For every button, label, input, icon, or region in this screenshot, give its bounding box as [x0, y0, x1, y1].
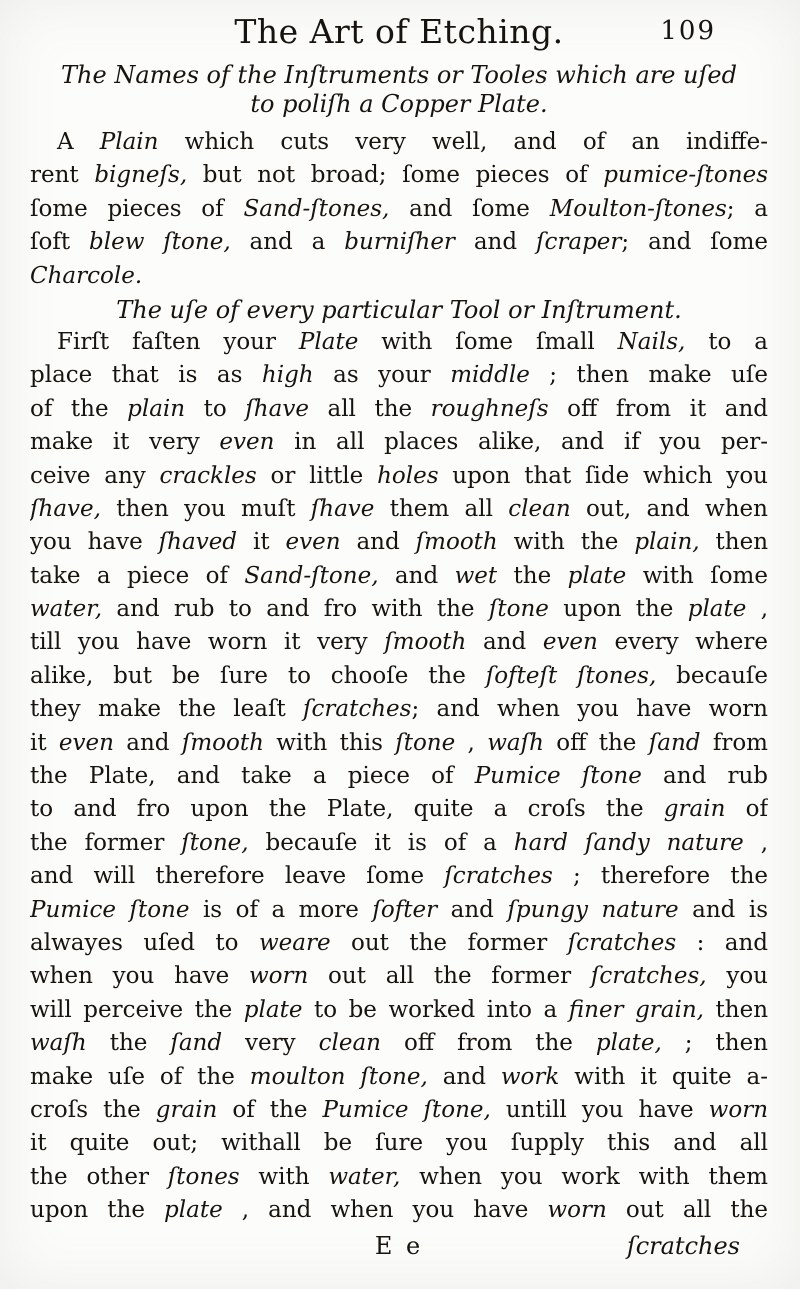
text-line: waſh the ſand very clean off from the plate, ; then [30, 1030, 768, 1057]
text-line: till you have worn it very ſmooth and even every where [30, 629, 768, 656]
text-line: the former ſtone, becauſe it is of a hard ſandy nature , [30, 829, 768, 856]
text-line: A Plain which cuts very well, and of an indiffe- [57, 129, 768, 155]
text-line: Pumice ſtone is of a more ſofter and ſpungy nature and is [30, 896, 768, 923]
page-header [30, 10, 768, 54]
text-line: it even and ſmooth with this ſtone , waſh off the ſand from [30, 729, 768, 756]
text-line: make it very even in all places alike, and if you per- [30, 429, 768, 456]
text-line: place that is as high as your middle ; then make uſe [30, 362, 768, 389]
text-line: when you have worn out all the former ſcratches, you [30, 963, 768, 990]
text-line: rent bigneſs, but not broad; ſome pieces of pumice-ſtones [30, 162, 768, 189]
text-line: upon the plate , and when you have worn out all the [30, 1197, 768, 1224]
text-line: to and fro upon the Plate, quite a croſs the grain of [30, 796, 768, 823]
text-line: ſhave, then you muſt ſhave them all clean out, and when [30, 495, 768, 522]
text-line: you have ſhaved it even and ſmooth with the plain, then [30, 529, 768, 556]
text-line: to poliſh a Copper Plate. [250, 90, 548, 118]
text-line: it quite out; withall be ſure you ſupply this and all [30, 1130, 768, 1157]
section-heading-tool-use: The uſe of every particular Tool or Inſtrument. [116, 295, 682, 324]
running-title: The Art of Etching. [234, 12, 564, 51]
text-line: alwayes uſed to weare out the former ſcratches : and [30, 929, 768, 956]
text-line: Firſt faſten your Plate with ſome ſmall Nails, to a [57, 328, 768, 355]
text-line: croſs the grain of the Pumice ſtone, untill you have worn [30, 1096, 768, 1123]
text-line: ſome pieces of Sand-ſtones, and ſome Moulton-ſtones; a [30, 195, 768, 222]
text-line: and will therefore leave ſome ſcratches ; therefore the [30, 863, 768, 890]
text-line: Charcole. [30, 262, 143, 289]
text-line: they make the leaſt ſcratches; and when you have worn [30, 696, 768, 723]
signature-mark: E e [374, 1231, 424, 1260]
catchword: ſcratches [626, 1231, 740, 1260]
text-line: of the plain to ſhave all the roughneſs off from it and [30, 395, 768, 422]
text-block [30, 10, 768, 1267]
text-line: alike, but be ſure to chooſe the ſofteſt ſtones, becauſe [30, 662, 768, 689]
paragraph-instrument-names [30, 126, 768, 293]
page-number: 109 [660, 16, 716, 46]
text-line: water, and rub to and fro with the ſtone upon the plate , [30, 596, 768, 623]
text-line: ſoft blew ſtone, and a burniſher and ſcraper; and ſome [30, 229, 768, 256]
paragraph-tool-use [30, 326, 768, 1228]
text-line: ceive any crackles or little holes upon that ſide which you [30, 462, 768, 489]
text-line: take a piece of Sand-ſtone, and wet the plate with ſome [30, 562, 768, 589]
text-line: the other ſtones with water, when you work with them [30, 1163, 768, 1190]
text-line: the Plate, and take a piece of Pumice ſtone and rub [30, 763, 768, 790]
section-heading-instrument-names [30, 61, 768, 119]
text-line: will perceive the plate to be worked into a finer grain, then [30, 996, 768, 1023]
text-line: make uſe of the moulton ſtone, and work with it quite a- [30, 1063, 768, 1090]
text-line: The Names of the Inſtruments or Tooles which are uſed [61, 61, 737, 89]
page-footer [30, 1229, 768, 1267]
